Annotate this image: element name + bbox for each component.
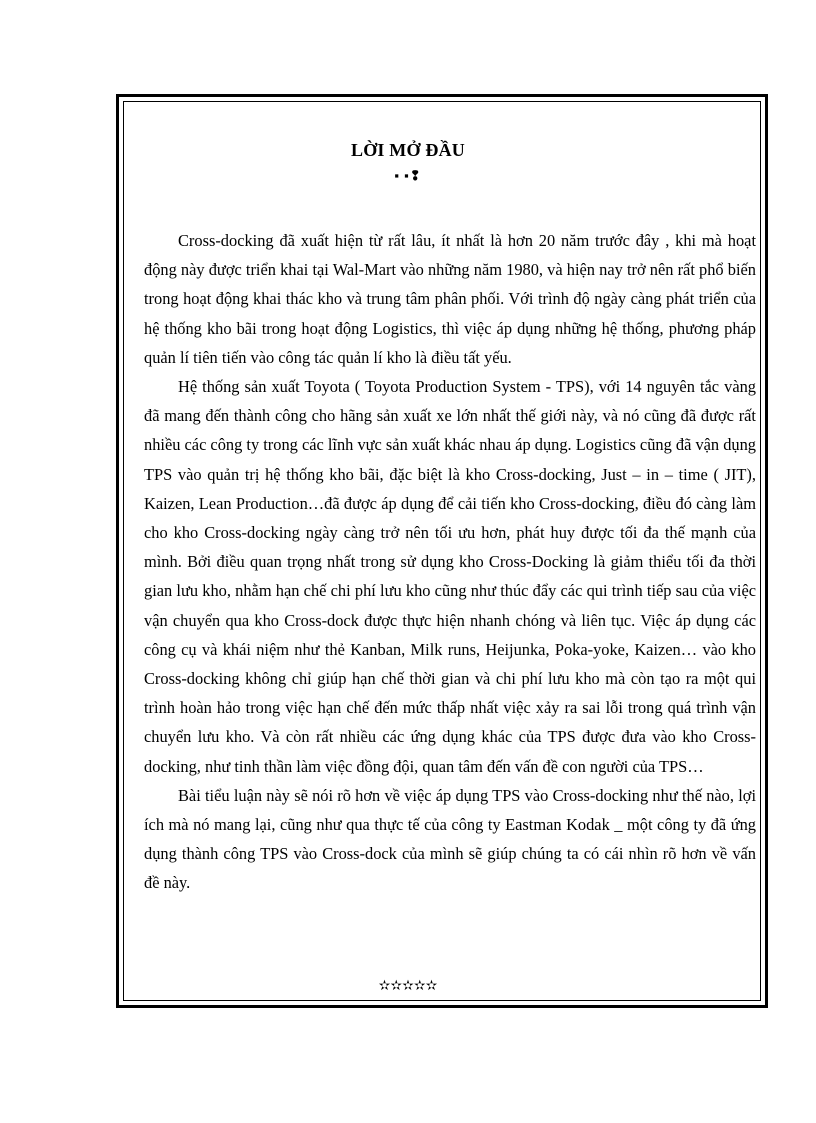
document-title: LỜI MỞ ĐẦU	[351, 140, 465, 160]
document-body	[144, 226, 756, 898]
paragraph-3: Bài tiểu luận này sẽ nói rõ hơn về việc áp dụng TPS vào Cross-docking như thế nào, lợi ích mà nó mang lại, cũng như qua thực tế của công ty Eastman Kodak _ một công ty đã ứng dụng thành công TPS vào Cross-dock của mình sẽ giúp chúng ta có cái nhìn rõ hơn về vấn đề này.	[144, 785, 756, 893]
paragraph-2: Hệ thống sản xuất Toyota ( Toyota Production System - TPS), với 14 nguyên tắc vàng đã mang đến thành công cho hãng sản xuất xe lớn nhất thế giới này, và nó cũng đã được rất nhiều các công ty trong các lĩnh vực sản xuất khác nhau áp dụng. Logistics cũng đã vận dụng TPS vào quản trị hệ thống kho bãi, đặc biệt là kho Cross-docking, Just – in – time ( JIT), Kaizen, Lean Production…đã được áp dụng để cải tiến kho Cross-docking, điều đó càng làm cho kho Cross-docking ngày càng trở nên tối ưu hơn, phát huy được tối đa thế mạnh của mình. Bởi điều quan trọng nhất trong sử dụng kho Cross-Docking là giảm thiểu tối đa thời gian lưu kho, nhằm hạn chế chi phí lưu kho cũng như thúc đẩy các qui trình tiếp sau của việc vận chuyển qua kho Cross-dock được thực hiện nhanh chóng và liên tục. Việc áp dụng các công cụ và khái niệm như thẻ Kanban, Milk runs, Heijunka, Poka-yoke, Kaizen… vào kho Cross-docking không chỉ giúp hạn chế thời gian và chi phí lưu kho mà còn tạo ra một qui trình hoàn hảo trong việc hạn chế đến mức thấp nhất việc xảy ra sai lỗi trong quá trình vận chuyển lưu kho. Và còn rất nhiều các ứng dụng khác của TPS được đưa vào kho Cross-docking, như tinh thần làm việc đồng đội, quan tâm đến vấn đề con người của TPS…	[144, 377, 756, 776]
paragraph-1: Cross-docking đã xuất hiện từ rất lâu, ít nhất là hơn 20 năm trước đây , khi mà hoạt động này được triển khai tại Wal-Mart vào những năm 1980, và hiện nay trở nên rất phổ biến trong hoạt động khai thác kho và trung tâm phân phối. Với trình độ ngày càng phát triển của hệ thống kho bãi trong hoạt động Logistics, thì việc áp dụng những hệ thống, phương pháp quản lí tiên tiến vào công tác quản lí kho là điều tất yếu.	[144, 231, 756, 367]
title-ornament: ▪ ▪❢	[394, 168, 422, 183]
closing-stars-ornament: ✫✫✫✫✫	[378, 979, 438, 994]
